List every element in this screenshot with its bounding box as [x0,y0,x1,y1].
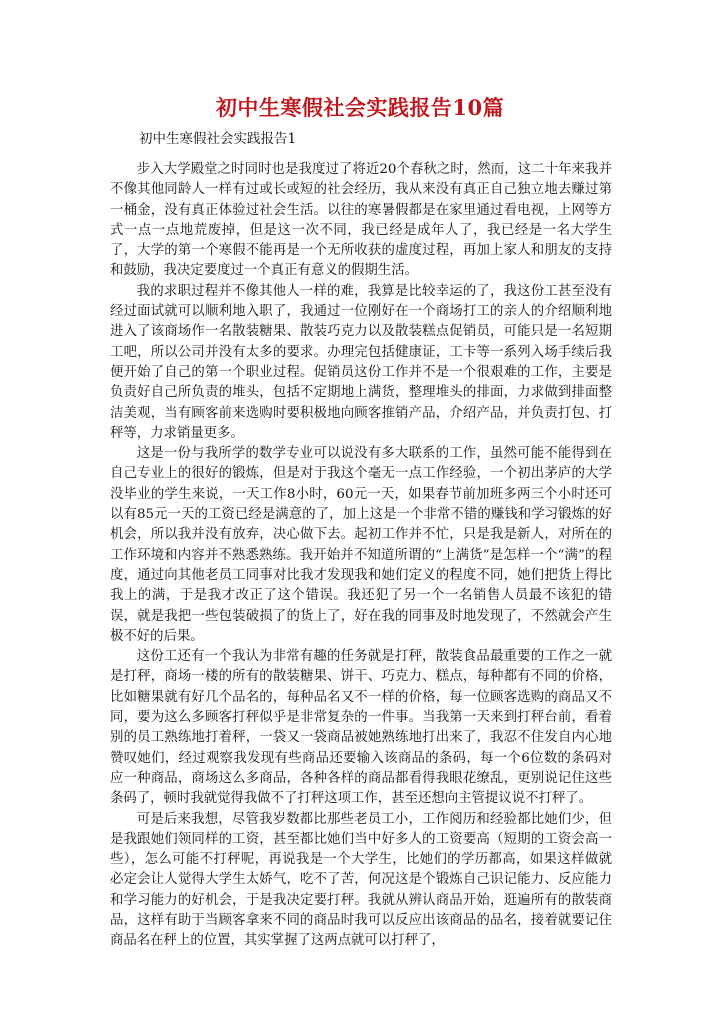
paragraph: 这份工还有一个我认为非常有趣的任务就是打秤，散装食品最重要的工作之一就是打秤，商场一楼的所有的散装糖果、饼干、巧克力、糕点，每种都有不同的价格，比如糖果就有好几个品名的，每种品名又不一样的价格，每一位顾客选购的商品又不同，要为这么多顾客打秤似乎是非常复杂的一件事。当我第一天来到打秤台前，看着别的员工熟练地打着秤，一袋又一袋商品被她熟练地打出来了，我忍不住发自内心地赞叹她们，经过观察我发现有些商品还要输入该商品的条码，每一个6位数的条码对应一种商品，商场这么多商品，各种各样的商品都看得我眼花缭乱，更别说记住这些条码了，顿时我就觉得我做不了打秤这项工作，甚至还想向主管提议说不打秤了。 [110,649,612,807]
paragraph: 这是一份与我所学的数学专业可以说没有多大联系的工作，虽然可能不能得到在自己专业上的很好的锻炼，但是对于我这个毫无一点工作经验，一个初出茅庐的大学没毕业的学生来说，一天工作8小时，60元一天，如果春节前加班多两三个小时还可以有85元一天的工资已经是满意的了，加上这是一个非常不错的赚钱和学习锻炼的好机会，所以我并没有放弃，决心做下去。起初工作并不忙，只是我是新人，对所在的工作环境和内容并不熟悉熟练。我开始并不知道所谓的“上满货”是怎样一个“满”的程度，通过向其他老员工同事对比我才发现我和她们定义的程度不同，她们把货上得比我上的满，于是我才改正了这个错误。我还犯了另一个一名销售人员最不该犯的错误，就是我把一些包装破损了的货上了，好在我的同事及时地发现了，不然就会产生极不好的后果。 [110,446,612,644]
document-title: 初中生寒假社会实践报告10篇 [215,95,505,120]
document-body [110,160,612,952]
paragraph: 我的求职过程并不像其他人一样的难，我算是比较幸运的了，我这份工甚至没有经过面试就可以顺利地入职了，我通过一位刚好在一个商场打工的亲人的介绍顺利地进入了该商场作一名散装糖果、散装巧克力以及散装糕点促销员，可能只是一名短期工吧，所以公司并没有太多的要求。办理完包括健康证，工卡等一系列入场手续后我便开始了自己的第一个职业过程。促销员这份工作并不是一个很艰难的工作，主要是负责好自己所负责的堆头，包括不定期地上满货，整理堆头的排面，力求做到排面整洁美观，当有顾客前来选购时要积极地向顾客推销产品，介绍产品，并负责打包、打秤等，力求销量更多。 [110,283,612,441]
paragraph: 可是后来我想，尽管我岁数都比那些老员工小，工作阅历和经验都比她们少，但是我跟她们领同样的工资，甚至都比她们当中好多人的工资要高（短期的工资会高一些），怎么可能不打秤呢，再说我是一个大学生，比她们的学历都高，如果这样做就必定会让人觉得大学生太娇气，吃不了苦，何况这是个锻炼自己识记能力、反应能力和学习能力的好机会，于是我决定要打秤。我就从辨认商品开始，逛遍所有的散装商品，这样有助于当顾客拿来不同的商品时我可以反应出该商品的品名，接着就要记住商品名在秤上的位置，其实掌握了这两点就可以打秤了， [110,811,612,949]
paragraph: 步入大学殿堂之时同时也是我度过了将近20个春秋之时，然而，这二十年来我并不像其他同龄人一样有过或长或短的社会经历，我从来没有真正自己独立地去赚过第一桶金，没有真正体验过社会生活。以往的寒暑假都是在家里通过看电视，上网等方式一点一点地荒废掉，但是这一次不同，我已经是成年人了，我已经是一名大学生了，大学的第一个寒假不能再是一个无所收获的虚度过程，再加上家人和朋友的支持和鼓励，我决定要度过一个真正有意义的假期生活。 [110,162,612,279]
document-subtitle: 初中生寒假社会实践报告1 [139,131,297,147]
